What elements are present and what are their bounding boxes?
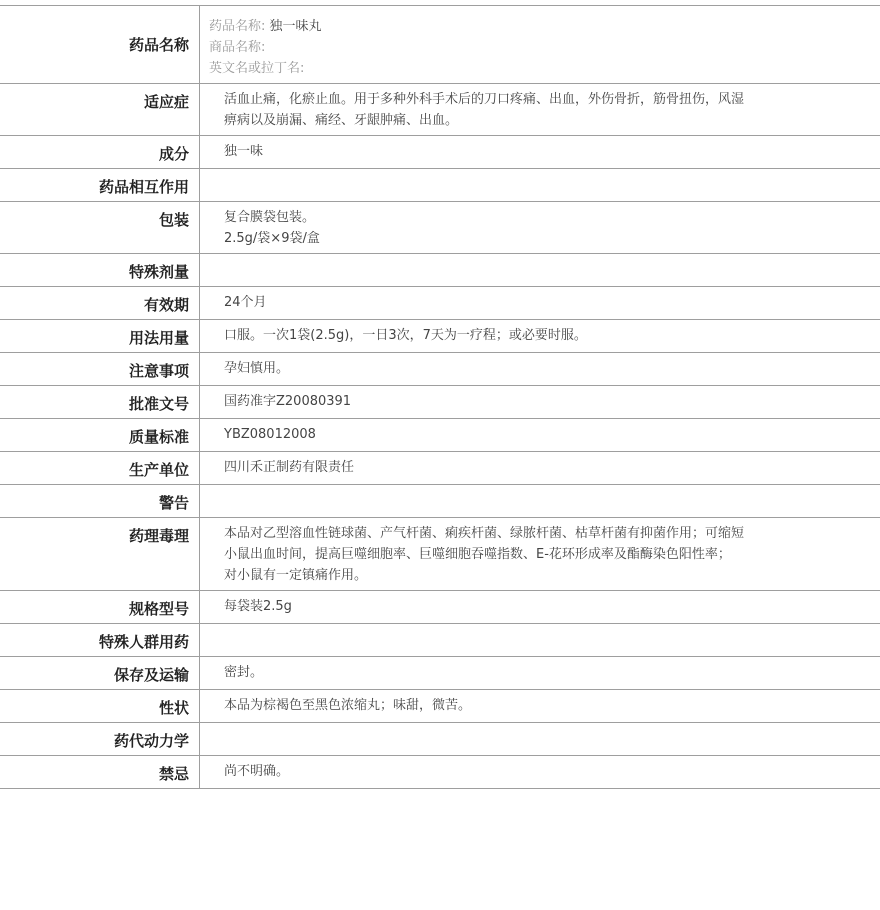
english-name-prefix: 英文名或拉丁名: [209, 61, 305, 76]
row-value-line: 尚不明确。 [224, 764, 290, 779]
row-drug-name [0, 6, 880, 84]
table-row [0, 320, 880, 353]
row-label: 生产单位 [0, 452, 200, 484]
row-label: 性状 [0, 690, 200, 722]
row-value-line: 2.5g/袋×9袋/盒 [224, 231, 320, 246]
table-row [0, 485, 880, 518]
row-value [200, 287, 880, 319]
table-row [0, 756, 880, 789]
row-value-line: 复合膜袋包装。 [224, 210, 316, 225]
row-value-line: 四川禾正制药有限责任 [224, 460, 355, 475]
row-value-line: 孕妇慎用。 [224, 361, 290, 376]
row-value [200, 84, 880, 135]
row-label: 规格型号 [0, 591, 200, 623]
drug-info-table [0, 5, 880, 789]
row-value [200, 657, 880, 689]
row-value-line: 密封。 [224, 665, 264, 680]
row-value-line: 对小鼠有一定镇痛作用。 [224, 568, 368, 583]
table-row [0, 657, 880, 690]
row-label: 质量标准 [0, 419, 200, 451]
generic-name-value: 独一味丸 [269, 19, 322, 34]
row-label: 药品相互作用 [0, 169, 200, 201]
row-value [200, 386, 880, 418]
row-value [200, 202, 880, 253]
table-row [0, 690, 880, 723]
table-row [0, 452, 880, 485]
row-label: 注意事项 [0, 353, 200, 385]
row-value [200, 419, 880, 451]
row-value-line: 痹病以及崩漏、痛经、牙龈肿痛、出血。 [224, 113, 459, 128]
row-label: 药代动力学 [0, 723, 200, 755]
row-value-line: 国药准字Z20080391 [224, 394, 352, 409]
row-label: 警告 [0, 485, 200, 517]
row-value [200, 591, 880, 623]
table-row [0, 723, 880, 756]
table-row [0, 202, 880, 254]
table-row [0, 169, 880, 202]
table-row [0, 591, 880, 624]
row-value [200, 169, 880, 201]
table-row [0, 353, 880, 386]
trade-name-prefix: 商品名称: [209, 40, 266, 55]
table-row [0, 518, 880, 591]
row-label: 包装 [0, 202, 200, 253]
table-row [0, 624, 880, 657]
row-label: 特殊人群用药 [0, 624, 200, 656]
row-value-line: 24个月 [224, 295, 267, 310]
row-label: 药品名称 [0, 6, 200, 83]
row-value [200, 690, 880, 722]
row-value [200, 452, 880, 484]
generic-name-line [209, 16, 880, 37]
row-label: 药理毒理 [0, 518, 200, 590]
table-row [0, 254, 880, 287]
row-value-line: YBZ08012008 [224, 427, 316, 442]
row-label: 有效期 [0, 287, 200, 319]
row-value-line: 每袋装2.5g [224, 599, 292, 614]
row-value [200, 353, 880, 385]
row-value [200, 136, 880, 168]
row-value-line: 本品对乙型溶血性链球菌、产气杆菌、痢疾杆菌、绿脓杆菌、枯草杆菌有抑菌作用；可缩短 [224, 526, 745, 541]
row-label: 批准文号 [0, 386, 200, 418]
row-value-line: 口服。一次1袋(2.5g)，一日3次，7天为一疗程；或必要时服。 [224, 328, 587, 343]
row-value-line: 小鼠出血时间，提高巨噬细胞率、巨噬细胞吞噬指数、E-花环形成率及酯酶染色阳性率； [224, 547, 731, 562]
row-value [200, 320, 880, 352]
row-value-line: 活血止痛，化瘀止血。用于多种外科手术后的刀口疼痛、出血，外伤骨折，筋骨扭伤，风湿 [224, 92, 745, 107]
table-row [0, 419, 880, 452]
row-value-line: 独一味 [224, 144, 264, 159]
row-value-line: 本品为棕褐色至黑色浓缩丸；味甜，微苦。 [224, 698, 472, 713]
row-value [200, 254, 880, 286]
row-value [200, 756, 880, 788]
table-row [0, 287, 880, 320]
row-value [200, 518, 880, 590]
row-label: 用法用量 [0, 320, 200, 352]
table-row [0, 84, 880, 136]
table-row [0, 136, 880, 169]
table-row [0, 386, 880, 419]
row-label: 成分 [0, 136, 200, 168]
row-value [200, 624, 880, 656]
row-label: 适应症 [0, 84, 200, 135]
row-label: 保存及运输 [0, 657, 200, 689]
row-value [200, 6, 880, 83]
row-value [200, 723, 880, 755]
row-label: 特殊剂量 [0, 254, 200, 286]
row-label: 禁忌 [0, 756, 200, 788]
generic-name-prefix: 药品名称: [209, 19, 266, 34]
row-value [200, 485, 880, 517]
